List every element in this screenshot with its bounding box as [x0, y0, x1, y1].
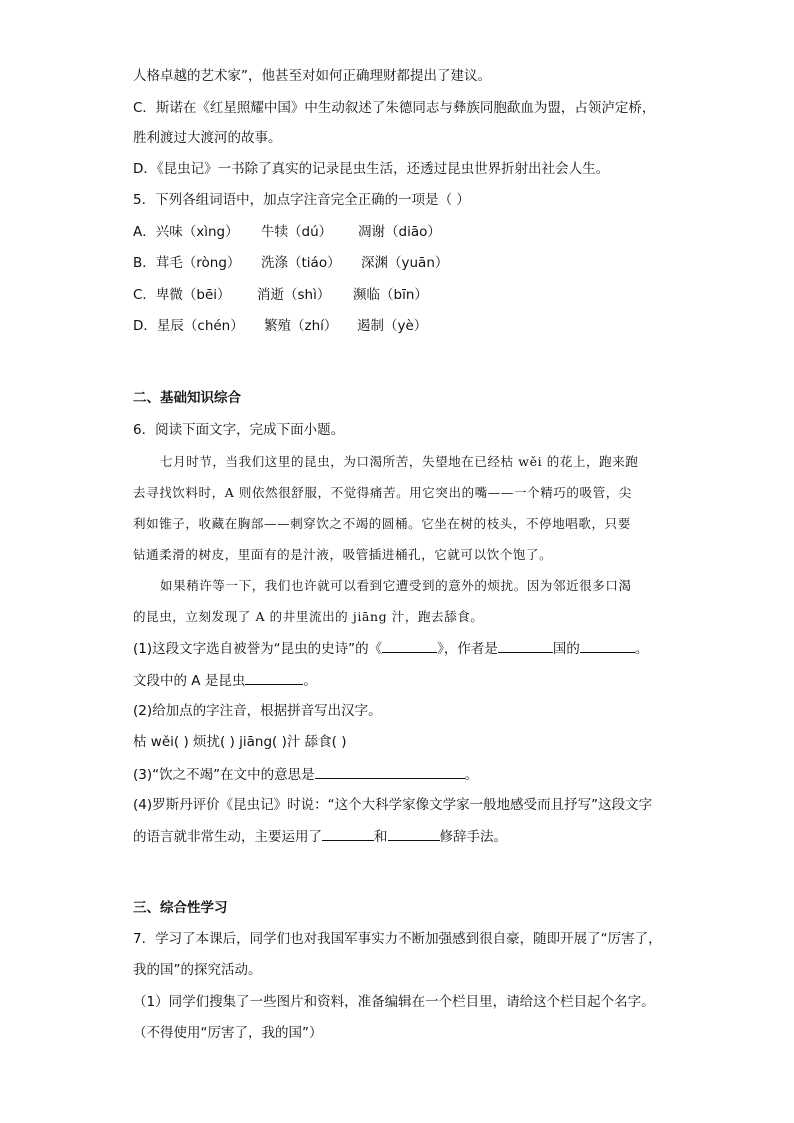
q7-line2: 我的国”的探究活动。 — [133, 962, 262, 978]
q5-option-b-word3: 深渊（yuān） — [361, 255, 449, 271]
q5-option-b — [133, 253, 448, 273]
q5-option-a — [133, 222, 441, 242]
q4-option-c-line1: C．斯诺在《红星照耀中国》中生动叙述了朱德同志与彝族同胞歃血为盟，占领泸定桥， — [133, 100, 656, 116]
q6-sub4-text: 的语言就非常生动，主要运用了 — [133, 829, 322, 845]
q5-option-a-word1: A．兴味（xìng） — [133, 224, 239, 240]
q4-option-d: D．《昆虫记》一书除了真实的记录昆虫生活，还透过昆虫世界折射出社会人生。 — [133, 161, 610, 177]
q5-option-c-word3: 濒临（bīn） — [353, 287, 428, 303]
q5-option-b-word2: 洗涤（tiáo） — [261, 255, 341, 271]
section3-title: 三、综合性学习 — [133, 900, 228, 916]
q6-sub2: (2)给加点的字注音，根据拼音写出汉字。 — [133, 703, 382, 719]
answer-blank-country[interactable] — [498, 638, 553, 653]
passage-line: 去寻找饮料时，A 则依然很舒服，不觉得痛苦。用它突出的嘴——一个精巧的吸管，尖 — [133, 485, 632, 500]
q6-sub3 — [133, 764, 478, 785]
answer-blank-author[interactable] — [580, 638, 635, 653]
q6-sub2-items: 枯 wěi( ) 烦扰( ) jiāng( )汁 舔食( ) — [133, 734, 347, 750]
passage-line: 的昆虫，立刻发现了 A 的井里流出的 jiāng 汁，跑去舔食。 — [133, 609, 484, 624]
q5-option-d — [133, 316, 427, 336]
q6-sub1-text: 。 — [303, 673, 317, 689]
q4-text-line: 人格卓越的艺术家”，他甚至对如何正确理财都提出了建议。 — [133, 68, 491, 84]
q6-sub3-text: (3)“饮之不竭”在文中的意思是 — [133, 767, 315, 783]
q6-sub4-text: 和 — [374, 829, 388, 845]
passage-line: 七月时节，当我们这里的昆虫，为口渴所苦，失望地在已经枯 wěi 的花上，跑来跑 — [160, 454, 639, 469]
q6-sub1-text: 文段中的 A 是昆虫 — [133, 673, 246, 689]
q5-option-d-word3: 遏制（yè） — [357, 318, 428, 334]
q6-sub4-text: 修辞手法。 — [439, 829, 507, 845]
section2-title: 二、基础知识综合 — [133, 390, 241, 406]
passage-line: 钻通柔滑的树皮，里面有的是汁液，吸管插进桶孔，它就可以饮个饱了。 — [133, 547, 553, 562]
passage-line: 如果稍许等一下，我们也许就可以看到它遭受到的意外的烦扰。因为邻近很多口渴 — [160, 578, 632, 593]
answer-blank-insect[interactable] — [245, 670, 303, 685]
q5-option-a-word3: 凋谢（diāo） — [358, 224, 441, 240]
answer-blank-rhetoric2[interactable] — [388, 826, 440, 841]
passage-line: 利如锥子，收藏在胸部——刺穿饮之不竭的圆桶。它坐在树的枝头，不停地唱歌，只要 — [133, 516, 631, 531]
q5-option-c-word1: C．卑微（bēi） — [133, 287, 231, 303]
q6-sub1-line2 — [133, 670, 317, 691]
q6-sub1-text: (1)这段文字选自被誉为“昆虫的史诗”的《 — [133, 641, 383, 657]
q7-sub1: （1）同学们搜集了一些图片和资料，准备编辑在一个栏目里，请给这个栏目起个名字。 — [133, 994, 655, 1010]
q6-sub4-line1: (4)罗斯丹评价《昆虫记》时说：“这个大科学家像文学家一般地感受而且抒写”这段文字 — [133, 797, 653, 813]
q5-option-d-word2: 繁殖（zhí） — [264, 318, 338, 334]
q6-sub1-text: 》，作者是 — [437, 641, 498, 657]
q6-sub3-text: 。 — [464, 767, 479, 783]
q4-option-c-line2: 胜利渡过大渡河的故事。 — [133, 130, 282, 146]
q7-sub1-note: （不得使用“厉害了，我的国”） — [133, 1025, 323, 1041]
q6-stem: 6．阅读下面文字，完成下面小题。 — [133, 422, 345, 438]
q5-option-c-word2: 消逝（shì） — [257, 287, 331, 303]
answer-blank-rhetoric1[interactable] — [322, 826, 374, 841]
q5-stem: 5．下列各组词语中，加点字注音完全正确的一项是（ ） — [133, 192, 470, 208]
answer-blank-meaning[interactable] — [315, 764, 465, 779]
q7-line1: 7．学习了本课后，同学们也对我国军事实力不断加强感到很自豪，随即开展了“厉害了， — [133, 931, 662, 947]
q5-option-c — [133, 285, 428, 305]
q6-sub1-text: 国的 — [552, 641, 580, 657]
q5-option-b-word1: B．茸毛（ròng） — [133, 255, 241, 271]
q6-sub4-line2 — [133, 826, 507, 847]
q5-option-a-word2: 牛犊（dú） — [261, 224, 333, 240]
answer-blank-book[interactable] — [382, 638, 437, 653]
q6-sub1-line1 — [133, 638, 648, 659]
q6-sub1-text: 。 — [634, 641, 649, 657]
q5-option-d-word1: D．星辰（chén） — [133, 318, 244, 334]
